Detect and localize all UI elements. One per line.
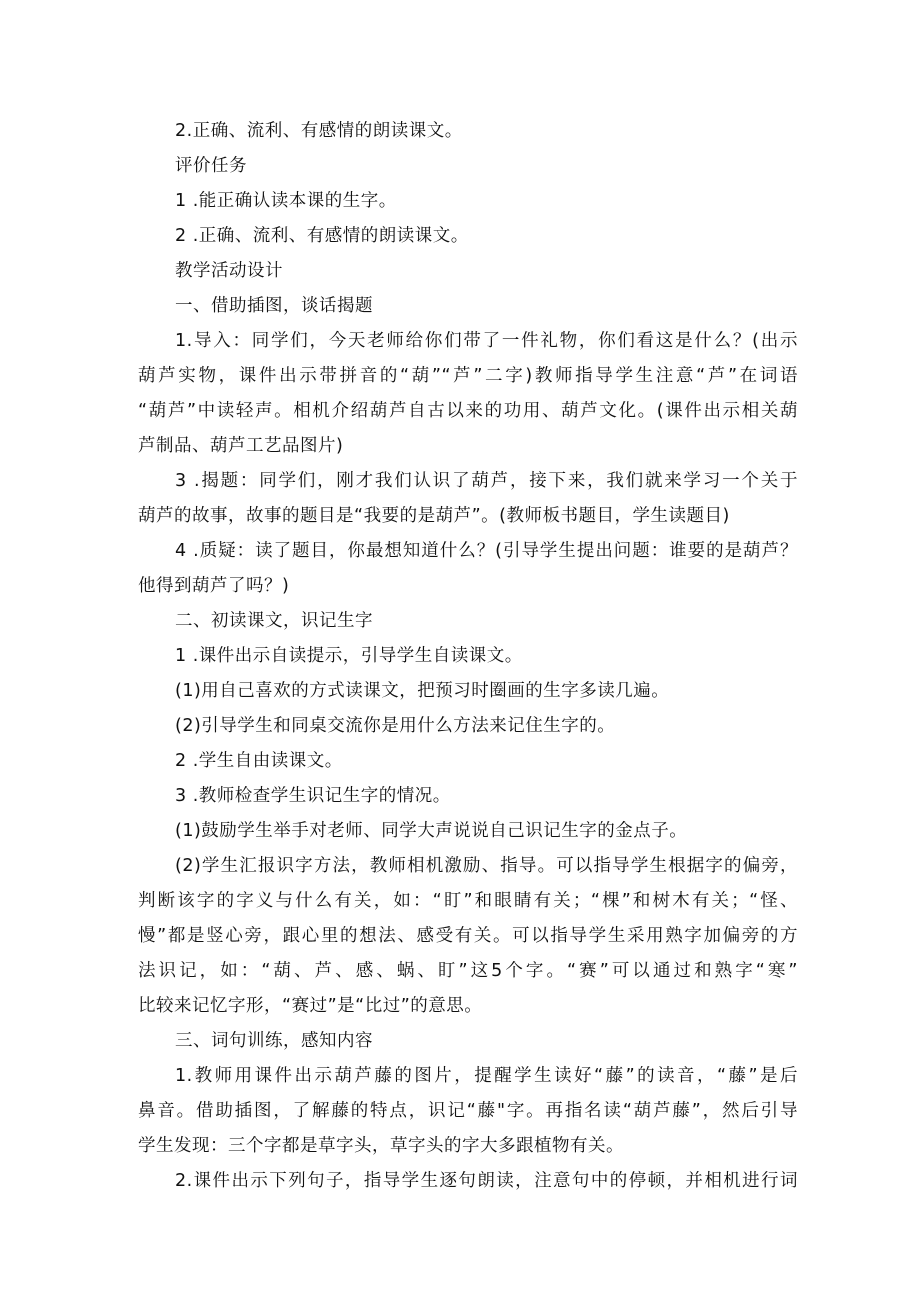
section-heading: 三、词句训练，感知内容 bbox=[175, 1031, 373, 1051]
text-line: 3 .揭题：同学们，刚才我们认识了葫芦，接下来，我们就来学习一个关于 bbox=[175, 471, 798, 491]
text-line: 葫芦的故事，故事的题目是“我要的是葫芦”。(教师板书题目，学生读题目) bbox=[138, 506, 730, 526]
text-line: 4 .质疑：读了题目，你最想知道什么？(引导学生提出问题：谁要的是葫芦？ bbox=[175, 541, 798, 561]
text-line: 比较来记忆字形，“赛过”是“比过”的意思。 bbox=[138, 996, 483, 1016]
text-line: 判断该字的字义与什么有关，如：“盯”和眼睛有关；“棵”和树木有关；“怪、 bbox=[138, 891, 798, 911]
section-heading: 一、借助插图，谈话揭题 bbox=[175, 296, 373, 316]
text-line: 2 .学生自由读课文。 bbox=[175, 751, 343, 771]
text-line: 1 .能正确认读本课的生字。 bbox=[175, 191, 397, 211]
text-line: 2.课件出示下列句子，指导学生逐句朗读，注意句中的停顿，并相机进行词 bbox=[175, 1171, 798, 1191]
text-line: 学生发现：三个字都是草字头，草字头的字大多跟植物有关。 bbox=[138, 1136, 624, 1156]
text-line: 慢”都是竖心旁，跟心里的想法、感受有关。可以指导学生采用熟字加偏旁的方 bbox=[138, 926, 798, 946]
text-line: 芦制品、葫芦工艺品图片) bbox=[138, 436, 344, 456]
text-line: 1.导入：同学们，今天老师给你们带了一件礼物，你们看这是什么？(出示 bbox=[175, 331, 798, 351]
section-heading: 二、初读课文，识记生字 bbox=[175, 611, 373, 631]
text-line: (2)学生汇报识字方法，教师相机激励、指导。可以指导学生根据字的偏旁， bbox=[175, 856, 798, 876]
text-line: 葫芦实物，课件出示带拼音的“葫”“芦”二字)教师指导学生注意“芦”在词语 bbox=[138, 366, 798, 386]
text-line: “葫芦”中读轻声。相机介绍葫芦自古以来的功用、葫芦文化。(课件出示相关葫 bbox=[138, 401, 798, 421]
text-line: (1)用自己喜欢的方式读课文，把预习时圈画的生字多读几遍。 bbox=[175, 681, 670, 701]
section-heading: 评价任务 bbox=[175, 156, 247, 176]
text-line: 3 .教师检查学生识记生字的情况。 bbox=[175, 786, 451, 806]
section-heading: 教学活动设计 bbox=[175, 261, 283, 281]
text-line: 2 .正确、流利、有感情的朗读课文。 bbox=[175, 226, 469, 246]
text-line: 法识记，如：“葫、芦、感、蜗、盯”这5个字。“赛”可以通过和熟字“寒” bbox=[138, 961, 798, 981]
text-line: 鼻音。借助插图，了解藤的特点，识记“藤"字。再指名读“葫芦藤”，然后引导 bbox=[138, 1101, 798, 1121]
text-line: (2)引导学生和同桌交流你是用什么方法来记住生字的。 bbox=[175, 716, 616, 736]
document-body bbox=[138, 114, 798, 1199]
text-line: 他得到葫芦了吗？) bbox=[138, 576, 290, 596]
text-line: 2.正确、流利、有感情的朗读课文。 bbox=[175, 121, 463, 141]
text-line: 1 .课件出示自读提示，引导学生自读课文。 bbox=[175, 646, 523, 666]
text-line: (1)鼓励学生举手对老师、同学大声说说自己识记生字的金点子。 bbox=[175, 821, 688, 841]
text-line: 1.教师用课件出示葫芦藤的图片，提醒学生读好“藤”的读音，“藤”是后 bbox=[175, 1066, 798, 1086]
